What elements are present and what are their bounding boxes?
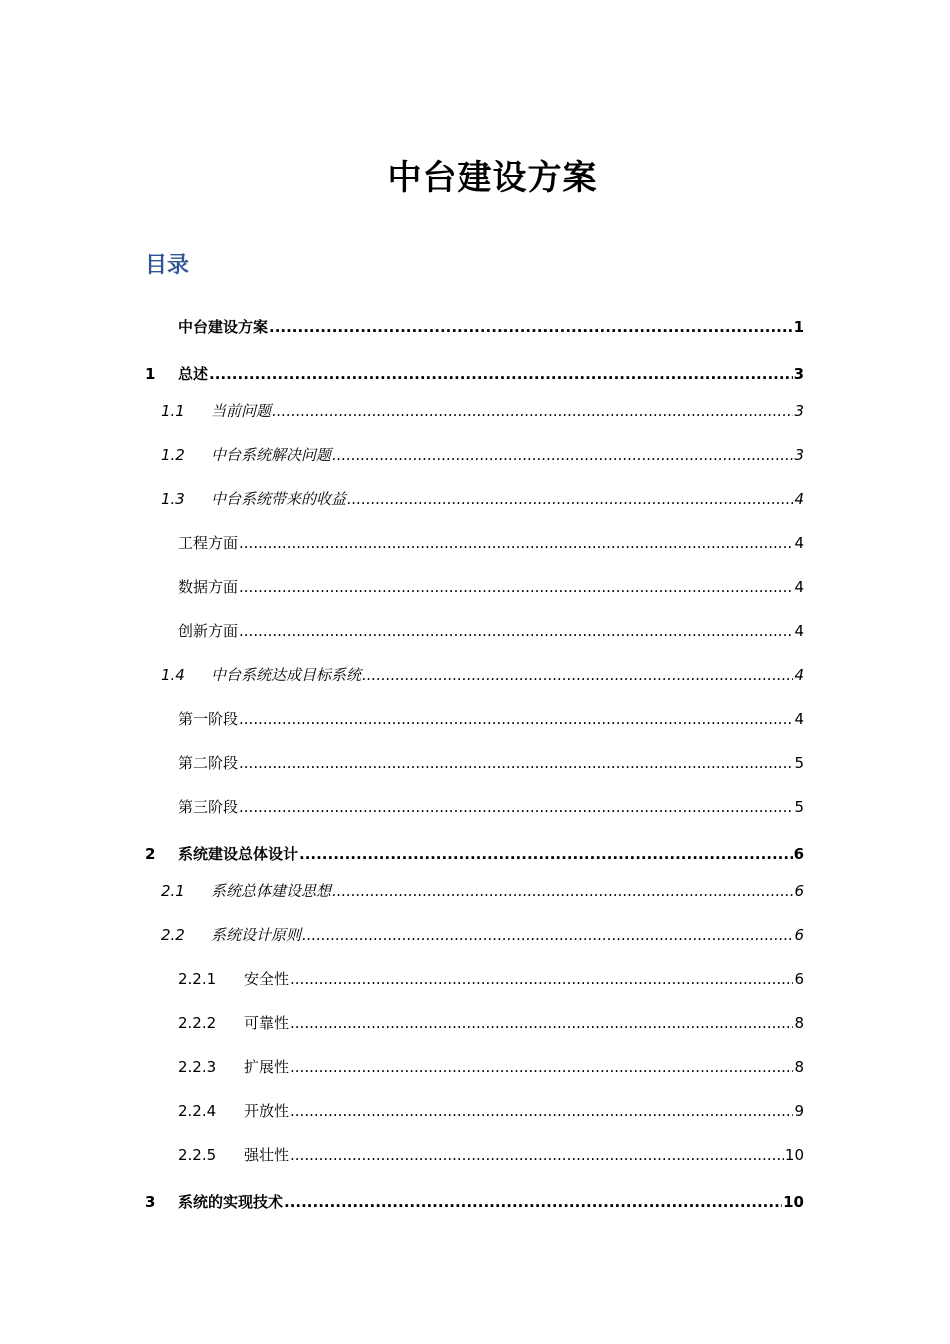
toc-entry-title: 当前问题 — [211, 402, 272, 420]
toc-entry-page-number: 6 — [794, 926, 804, 944]
toc-entry-page-number: 8 — [794, 1058, 804, 1076]
toc-entry-number: 1.3 — [161, 490, 185, 508]
toc-entry[interactable] — [161, 924, 804, 946]
toc-dot-leader — [290, 1100, 793, 1122]
toc-dot-leader — [332, 444, 793, 466]
toc-dot-leader — [290, 1012, 793, 1034]
toc-dot-leader — [290, 968, 793, 990]
toc-entry[interactable] — [178, 752, 804, 774]
toc-entry-number: 2.1 — [161, 882, 185, 900]
toc-entry[interactable] — [145, 316, 804, 338]
document-title: 中台建设方案 — [387, 158, 598, 198]
toc-entry-title: 工程方面 — [178, 534, 239, 552]
toc-entry-page-number: 4 — [794, 622, 804, 640]
toc-dot-leader — [272, 400, 793, 422]
toc-entry[interactable] — [178, 968, 804, 990]
toc-entry[interactable] — [161, 400, 804, 422]
toc-entry[interactable] — [178, 796, 804, 818]
toc-entry-number: 3 — [145, 1193, 156, 1211]
toc-entry-title: 安全性 — [244, 970, 290, 988]
toc-entry-number: 1 — [145, 365, 156, 383]
toc-dot-leader — [239, 576, 793, 598]
toc-entry-number: 2.2.4 — [178, 1102, 217, 1120]
toc-entry-page-number: 4 — [794, 666, 804, 684]
toc-entry-page-number: 5 — [794, 754, 804, 772]
toc-dot-leader — [347, 488, 793, 510]
toc-entry[interactable] — [161, 880, 804, 902]
toc-entry-page-number: 6 — [794, 882, 804, 900]
toc-entry-title: 强壮性 — [244, 1146, 290, 1164]
toc-entry-page-number: 9 — [794, 1102, 804, 1120]
toc-entry-number: 2.2.1 — [178, 970, 217, 988]
toc-entry[interactable] — [178, 576, 804, 598]
toc-entry-title: 中台系统达成目标系统 — [211, 666, 362, 684]
toc-entry[interactable] — [145, 363, 804, 385]
toc-entry-title: 扩展性 — [244, 1058, 290, 1076]
toc-entry-page-number: 10 — [783, 1193, 804, 1211]
toc-entry-title: 系统总体建设思想 — [211, 882, 332, 900]
toc-dot-leader — [239, 532, 793, 554]
toc-entry-page-number: 8 — [794, 1014, 804, 1032]
toc-entry-page-number: 4 — [794, 490, 804, 508]
toc-entry[interactable] — [145, 1191, 804, 1213]
toc-entry-title: 系统设计原则 — [211, 926, 302, 944]
toc-dot-leader — [209, 363, 793, 385]
toc-dot-leader — [362, 664, 793, 686]
toc-entry-title: 总述 — [178, 365, 209, 383]
toc-entry[interactable] — [161, 444, 804, 466]
toc-entry[interactable] — [178, 708, 804, 730]
toc-entry-title: 第三阶段 — [178, 798, 239, 816]
toc-dot-leader — [284, 1191, 782, 1213]
toc-entry-title: 可靠性 — [244, 1014, 290, 1032]
toc-dot-leader — [239, 796, 793, 818]
toc-entry-number: 2.2.5 — [178, 1146, 217, 1164]
toc-entry-page-number: 3 — [794, 402, 804, 420]
toc-entry-page-number: 4 — [794, 710, 804, 728]
toc-entry-page-number: 6 — [793, 845, 804, 863]
toc-entry-number: 1.2 — [161, 446, 185, 464]
toc-entry-title: 系统的实现技术 — [178, 1193, 284, 1211]
toc-dot-leader — [290, 1056, 793, 1078]
toc-entry-number: 2.2.2 — [178, 1014, 217, 1032]
toc-entry[interactable] — [178, 620, 804, 642]
toc-entry-page-number: 3 — [793, 365, 804, 383]
toc-entry-page-number: 3 — [794, 446, 804, 464]
toc-entry[interactable] — [161, 664, 804, 686]
toc-entry[interactable] — [178, 532, 804, 554]
toc-entry-title: 数据方面 — [178, 578, 239, 596]
toc-entry[interactable] — [178, 1144, 804, 1166]
toc-entry-number: 1.1 — [161, 402, 185, 420]
toc-entry-title: 中台系统带来的收益 — [211, 490, 347, 508]
toc-entry[interactable] — [178, 1100, 804, 1122]
toc-entry-number: 2.2.3 — [178, 1058, 217, 1076]
toc-entry-title: 第二阶段 — [178, 754, 239, 772]
toc-entry-title: 中台系统解决问题 — [211, 446, 332, 464]
toc-entry-title: 创新方面 — [178, 622, 239, 640]
toc-dot-leader — [290, 1144, 784, 1166]
toc-entry[interactable] — [178, 1056, 804, 1078]
toc-entry-page-number: 1 — [793, 318, 804, 336]
toc-dot-leader — [269, 316, 793, 338]
toc-entry-page-number: 10 — [784, 1146, 804, 1164]
toc-entry-title: 第一阶段 — [178, 710, 239, 728]
toc-dot-leader — [332, 880, 793, 902]
toc-entry[interactable] — [145, 843, 804, 865]
toc-entry-title: 系统建设总体设计 — [178, 845, 299, 863]
toc-entry-number: 2 — [145, 845, 156, 863]
toc-dot-leader — [299, 843, 793, 865]
toc-entry-page-number: 5 — [794, 798, 804, 816]
toc-dot-leader — [239, 708, 793, 730]
toc-entry-title: 中台建设方案 — [178, 318, 269, 336]
toc-dot-leader — [302, 924, 793, 946]
toc-entry-title: 开放性 — [244, 1102, 290, 1120]
toc-entry[interactable] — [178, 1012, 804, 1034]
toc-entry-page-number: 6 — [794, 970, 804, 988]
toc-entry-number: 1.4 — [161, 666, 185, 684]
toc-entry-page-number: 4 — [794, 534, 804, 552]
toc-heading: 目录 — [145, 253, 190, 278]
toc-entry[interactable] — [161, 488, 804, 510]
toc-dot-leader — [239, 620, 793, 642]
toc-entry-number: 2.2 — [161, 926, 185, 944]
toc-dot-leader — [239, 752, 793, 774]
toc-entry-page-number: 4 — [794, 578, 804, 596]
